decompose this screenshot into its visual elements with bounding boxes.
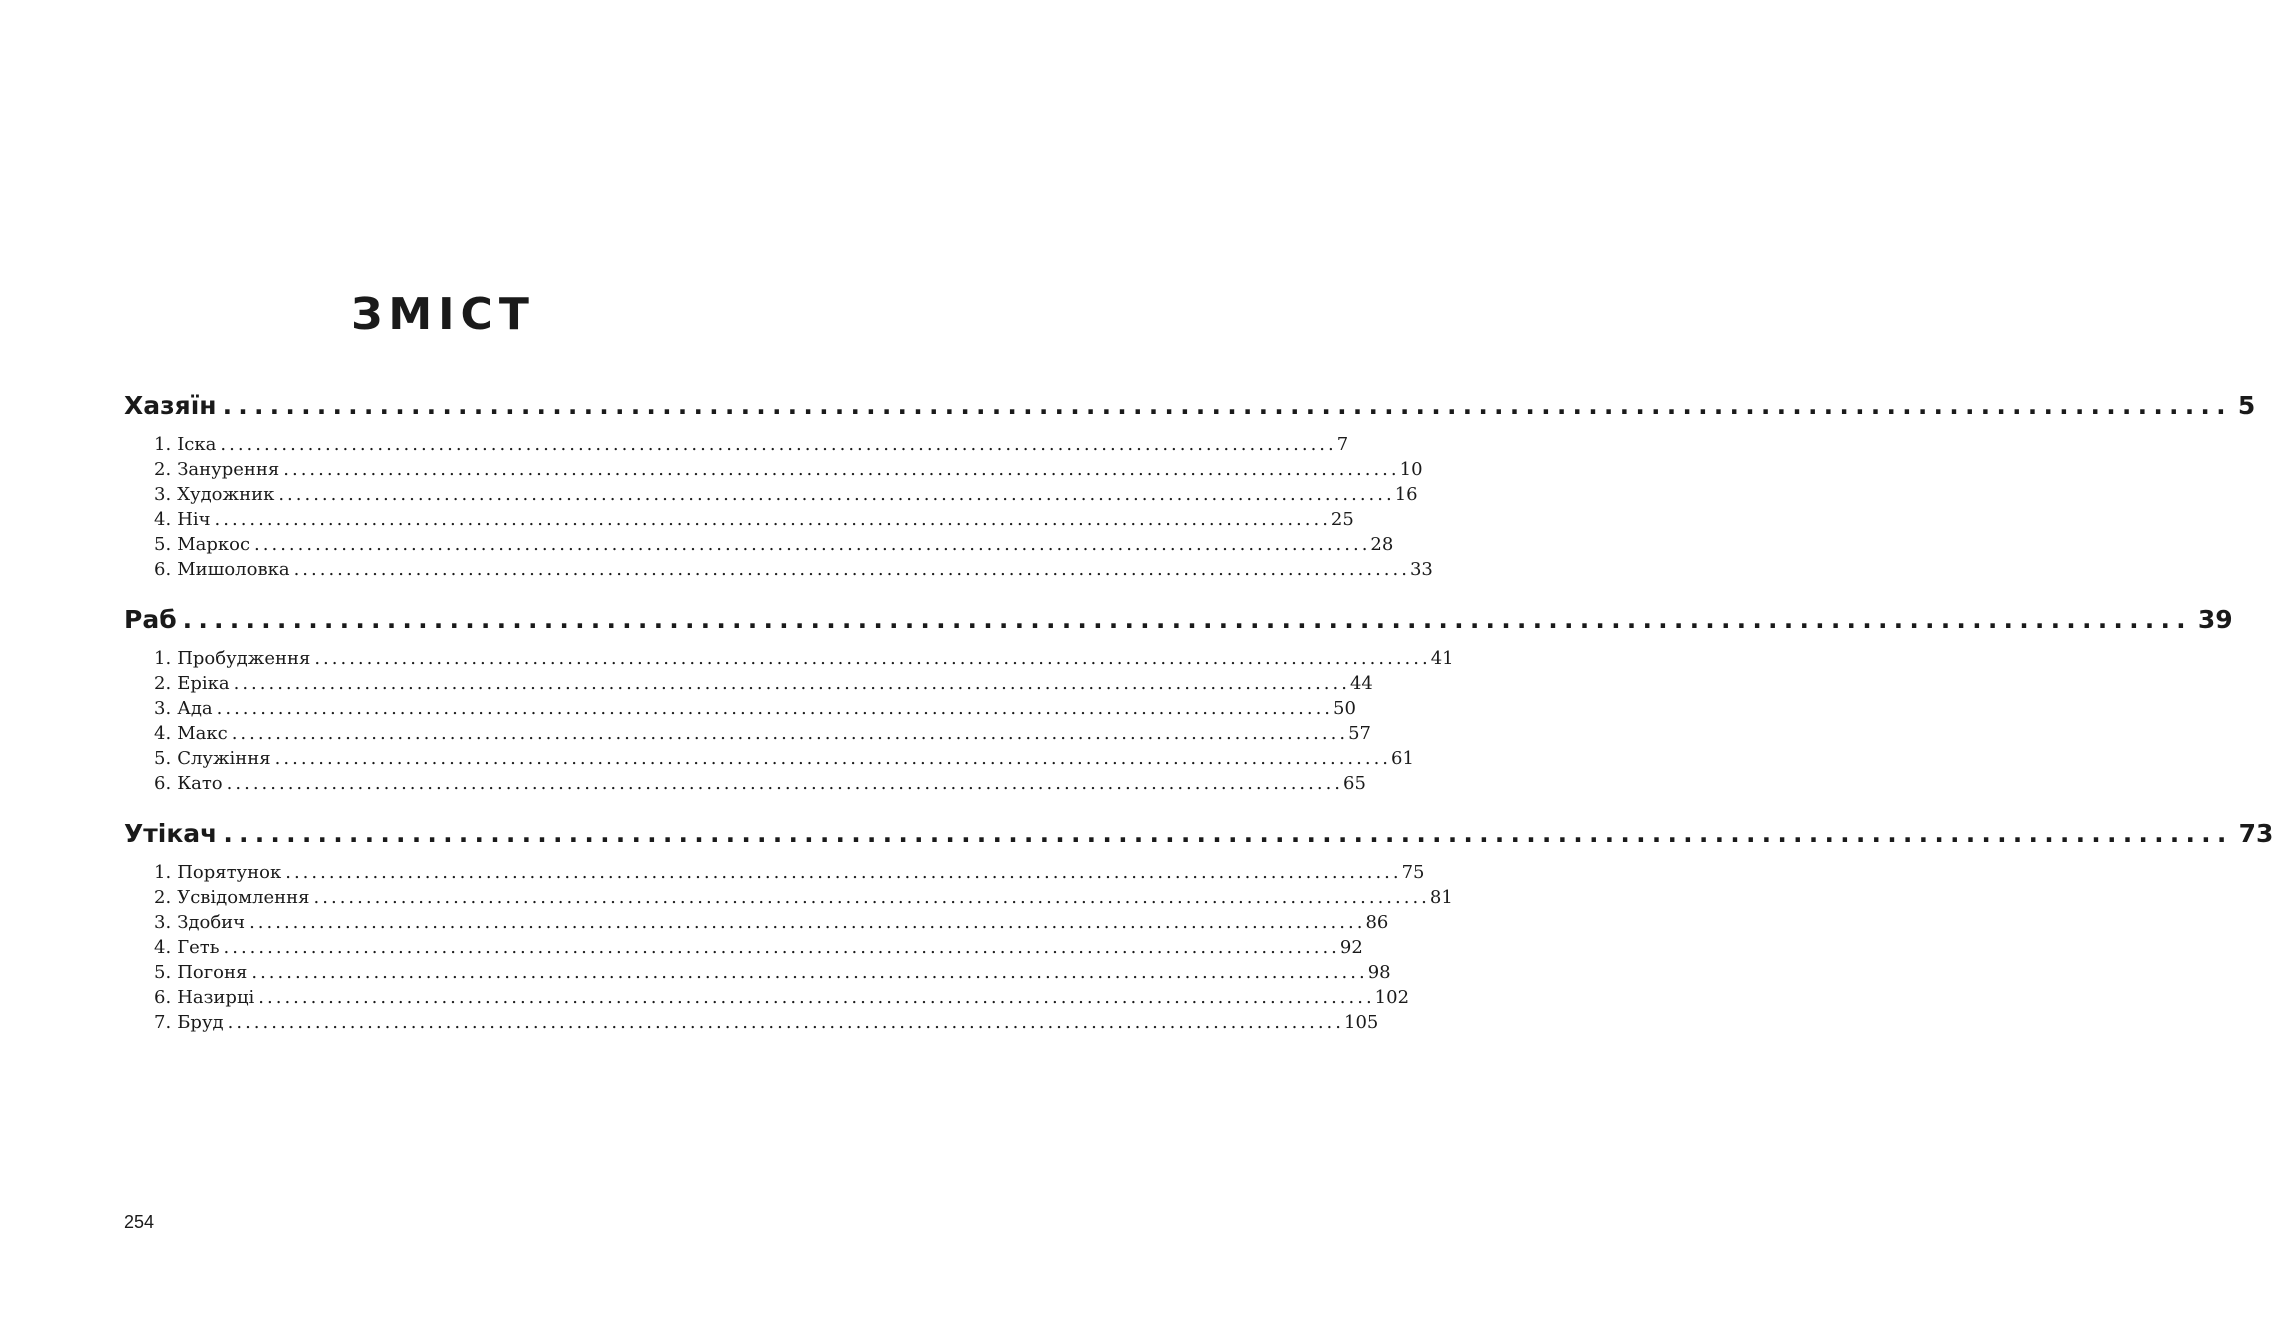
chapter-title: Геть — [177, 937, 220, 958]
toc-entry[interactable] — [154, 985, 1410, 1010]
toc-entry[interactable] — [154, 432, 1349, 457]
chapter-title: Порятунок — [177, 862, 282, 883]
chapter-page-number: 75 — [1401, 862, 1425, 883]
table-of-contents — [124, 388, 2273, 1055]
dot-leader: ................................................................................................................................ — [251, 962, 1368, 983]
toc-entry[interactable] — [154, 557, 1433, 582]
page-number: 254 — [124, 1212, 155, 1232]
toc-part-2 — [124, 602, 2233, 796]
chapter-page-number: 105 — [1344, 1012, 1379, 1033]
chapter-number: 2. — [154, 673, 172, 694]
chapter-list — [124, 646, 1454, 796]
toc-entry[interactable] — [154, 646, 1454, 671]
dot-leader: ................................................................................................................................ — [233, 673, 1350, 694]
chapter-page-number: 81 — [1429, 887, 1453, 908]
toc-entry[interactable] — [154, 507, 1354, 532]
part-title: Раб — [124, 605, 177, 634]
dot-leader: ................................................................................................................................ — [254, 534, 1371, 555]
chapter-number: 1. — [154, 862, 172, 883]
dot-leader: ................................................................................................................................ — [223, 819, 2233, 848]
dot-leader: ................................................................................................................................ — [223, 937, 1340, 958]
chapter-title: Мишоловка — [177, 559, 290, 580]
dot-leader: ................................................................................................................................ — [274, 748, 1392, 769]
chapter-page-number: 41 — [1430, 648, 1454, 669]
part-heading-row[interactable] — [124, 388, 2256, 424]
page-title: ЗМІСТ — [351, 289, 535, 340]
toc-entry[interactable] — [154, 1010, 1379, 1035]
dot-leader: ................................................................................................................................ — [226, 773, 1344, 794]
chapter-title: Макс — [177, 723, 228, 744]
chapter-page-number: 98 — [1367, 962, 1391, 983]
dot-leader: ................................................................................................................................ — [214, 509, 1331, 530]
chapter-page-number: 57 — [1348, 723, 1371, 744]
chapter-page-number: 86 — [1365, 912, 1389, 933]
chapter-page-number: 50 — [1333, 698, 1356, 719]
dot-leader: ................................................................................................................................ — [249, 912, 1366, 933]
toc-entry[interactable] — [154, 482, 1418, 507]
chapter-number: 5. — [154, 534, 172, 555]
chapter-number: 4. — [154, 937, 172, 958]
chapter-title: Ада — [177, 698, 213, 719]
toc-entry[interactable] — [154, 885, 1453, 910]
chapter-page-number: 61 — [1391, 748, 1414, 769]
dot-leader: ................................................................................................................................ — [220, 434, 1337, 455]
toc-entry[interactable] — [154, 696, 1356, 721]
chapter-title: Погоня — [177, 962, 248, 983]
chapter-title: Служіння — [177, 748, 271, 769]
part-heading-row[interactable] — [124, 602, 2233, 638]
chapter-page-number: 16 — [1394, 484, 1418, 505]
chapter-number: 3. — [154, 912, 172, 933]
toc-entry[interactable] — [154, 935, 1363, 960]
chapter-title: Като — [177, 773, 223, 794]
part-heading-row[interactable] — [124, 816, 2273, 852]
chapter-title: Художник — [177, 484, 275, 505]
chapter-number: 4. — [154, 509, 172, 530]
chapter-page-number: 33 — [1409, 559, 1433, 580]
dot-leader: ................................................................................................................................ — [222, 391, 2232, 420]
chapter-page-number: 102 — [1374, 987, 1410, 1008]
chapter-number: 7. — [154, 1012, 172, 1033]
toc-part-1 — [124, 388, 2256, 582]
chapter-title: Назирці — [177, 987, 255, 1008]
toc-entry[interactable] — [154, 960, 1391, 985]
part-page-number: 5 — [2237, 391, 2256, 420]
dot-leader: ................................................................................................................................ — [293, 559, 1410, 580]
chapter-title: Занурення — [177, 459, 280, 480]
chapter-number: 6. — [154, 559, 172, 580]
chapter-title: Еріка — [177, 673, 230, 694]
chapter-list — [124, 432, 1433, 582]
dot-leader: ................................................................................................................................ — [313, 887, 1430, 908]
chapter-title: Пробудження — [177, 648, 311, 669]
chapter-number: 5. — [154, 962, 172, 983]
chapter-number: 4. — [154, 723, 172, 744]
part-page-number: 73 — [2238, 819, 2273, 848]
dot-leader: ................................................................................................................................ — [258, 987, 1375, 1008]
dot-leader: ................................................................................................................................ — [278, 484, 1395, 505]
part-page-number: 39 — [2197, 605, 2233, 634]
dot-leader: ................................................................................................................................ — [216, 698, 1334, 719]
chapter-list — [124, 860, 1453, 1035]
chapter-title: Маркос — [177, 534, 251, 555]
chapter-page-number: 28 — [1370, 534, 1394, 555]
toc-entry[interactable] — [154, 910, 1389, 935]
chapter-title: Усвідомлення — [177, 887, 310, 908]
chapter-number: 6. — [154, 987, 172, 1008]
toc-entry[interactable] — [154, 532, 1394, 557]
chapter-page-number: 10 — [1399, 459, 1423, 480]
chapter-title: Здобич — [177, 912, 246, 933]
toc-part-3 — [124, 816, 2273, 1035]
chapter-number: 3. — [154, 698, 172, 719]
toc-entry[interactable] — [154, 860, 1425, 885]
chapter-title: Ніч — [177, 509, 211, 530]
chapter-title: Іска — [177, 434, 217, 455]
dot-leader: ................................................................................................................................ — [231, 723, 1349, 744]
toc-entry[interactable] — [154, 746, 1414, 771]
chapter-number: 2. — [154, 887, 172, 908]
dot-leader: ................................................................................................................................ — [285, 862, 1402, 883]
dot-leader: ................................................................................................................................ — [283, 459, 1400, 480]
chapter-page-number: 7 — [1336, 434, 1349, 455]
dot-leader: ................................................................................................................................ — [314, 648, 1431, 669]
chapter-number: 5. — [154, 748, 172, 769]
dot-leader: ................................................................................................................................ — [227, 1012, 1344, 1033]
toc-entry[interactable] — [154, 457, 1423, 482]
chapter-number: 2. — [154, 459, 172, 480]
toc-entry[interactable] — [154, 721, 1371, 746]
chapter-number: 3. — [154, 484, 172, 505]
chapter-title: Бруд — [177, 1012, 224, 1033]
toc-entry[interactable] — [154, 771, 1366, 796]
chapter-number: 1. — [154, 434, 172, 455]
chapter-number: 1. — [154, 648, 172, 669]
part-title: Утікач — [124, 819, 218, 848]
chapter-number: 6. — [154, 773, 172, 794]
part-title: Хазяїн — [124, 391, 217, 420]
chapter-page-number: 25 — [1330, 509, 1354, 530]
chapter-page-number: 44 — [1349, 673, 1373, 694]
dot-leader: ................................................................................................................................ — [182, 605, 2192, 634]
toc-entry[interactable] — [154, 671, 1373, 696]
chapter-page-number: 65 — [1343, 773, 1366, 794]
chapter-page-number: 92 — [1339, 937, 1363, 958]
